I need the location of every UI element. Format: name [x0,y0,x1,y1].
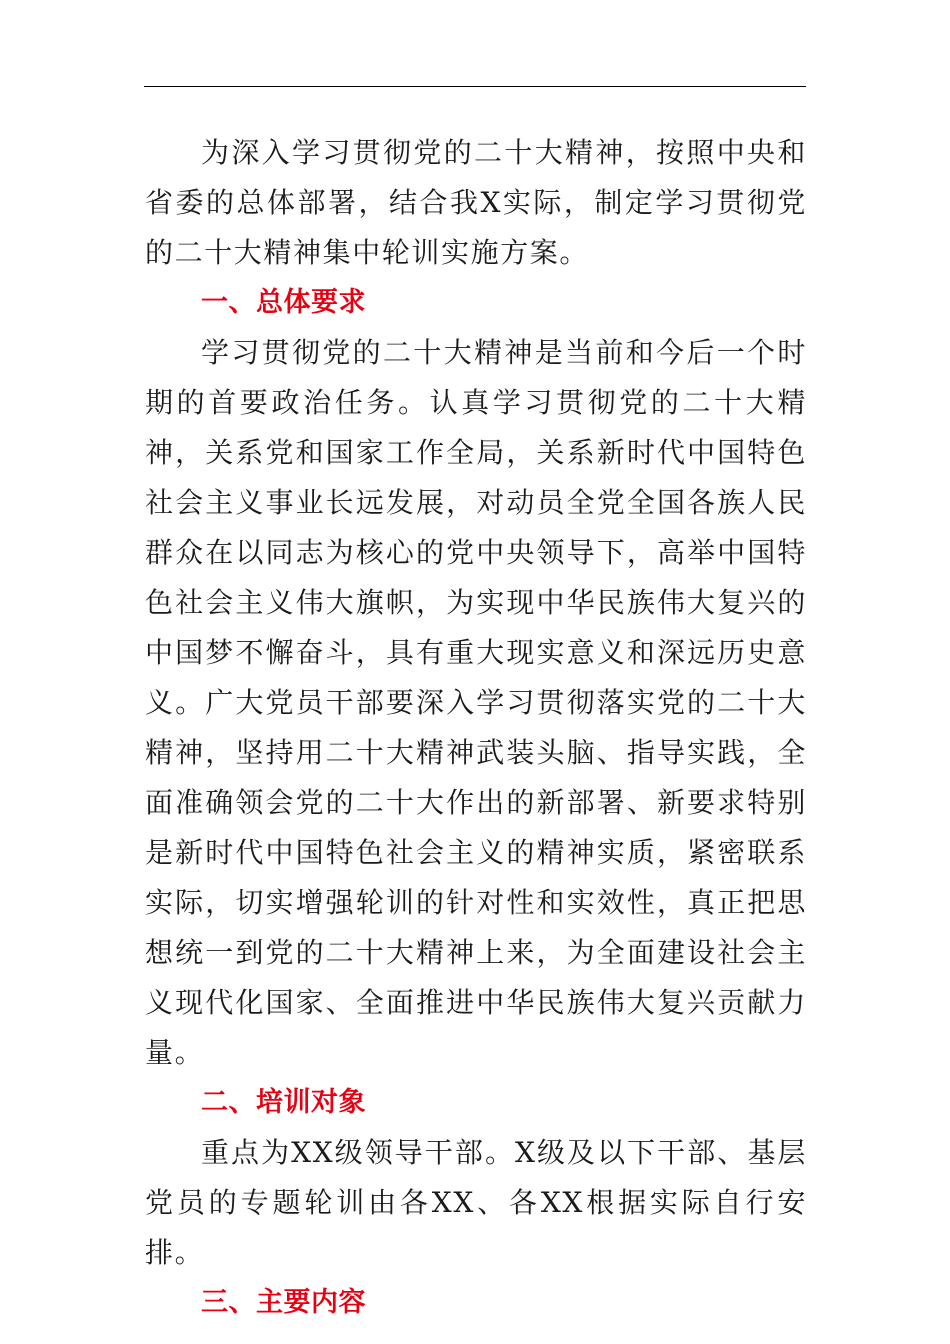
section-heading-main-content: 三、主要内容 [201,1287,366,1318]
section-heading-general-requirements: 一、总体要求 [201,287,366,318]
section-body-training-targets: 重点为XX级领导干部。X级及以下干部、基层党员的专题轮训由各XX、各XX根据实际自行安排。 [145,1136,807,1269]
header-rule [144,86,806,87]
section-heading-training-targets: 二、培训对象 [201,1087,366,1118]
section-body-general-requirements: 学习贯彻党的二十大精神是当前和今后一个时期的首要政治任务。认真学习贯彻党的二十大精神，关系党和国家工作全局，关系新时代中国特色社会主义事业长远发展，对动员全党全国各族人民群众在以同志为核心的党中央领导下，高举中国特色社会主义伟大旗帜，为实现中华民族伟大复兴的中国梦不懈奋斗，具有重大现实意义和深远历史意义。广大党员干部要深入学习贯彻落实党的二十大精神，坚持用二十大精神武装头脑、指导实践，全面准确领会党的二十大作出的新部署、新要求特别是新时代中国特色社会主义的精神实质，紧密联系实际，切实增强轮训的针对性和实效性，真正把思想统一到党的二十大精神上来，为全面建设社会主义现代化国家、全面推进中华民族伟大复兴贡献力量。 [145,336,807,1069]
intro-paragraph: 为深入学习贯彻党的二十大精神，按照中央和省委的总体部署，结合我X实际，制定学习贯彻党的二十大精神集中轮训实施方案。 [145,136,807,269]
document-body [145,128,807,1328]
